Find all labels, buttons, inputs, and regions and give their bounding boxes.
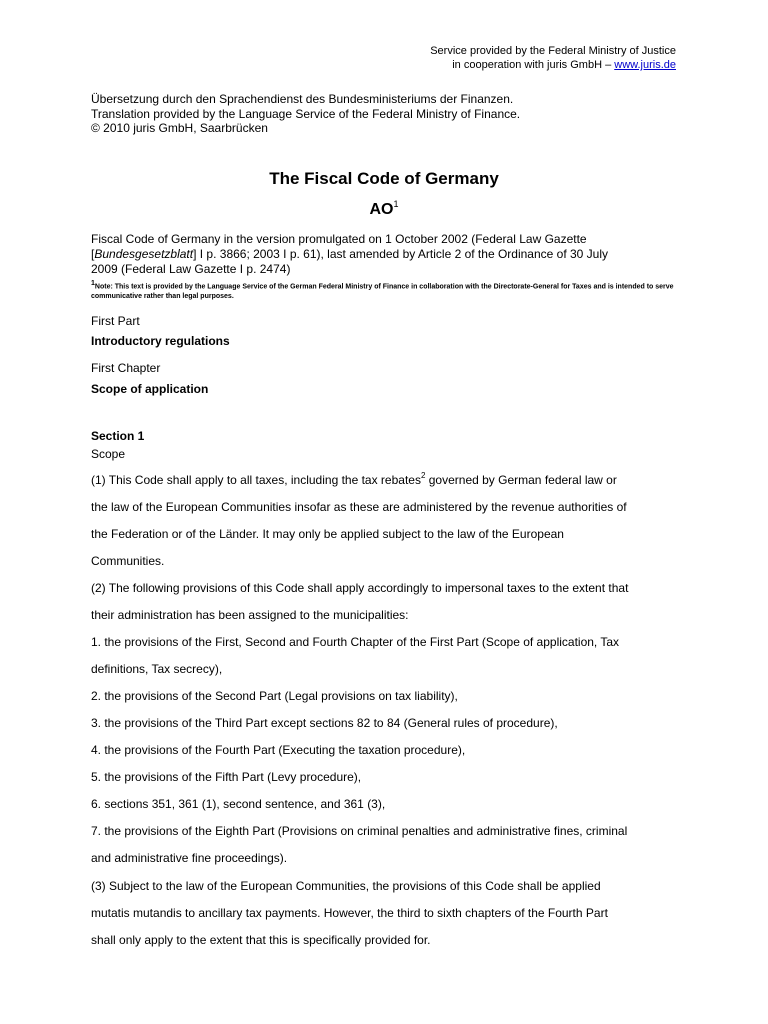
- service-header: [430, 44, 676, 72]
- intro-bracket: [: [91, 247, 95, 261]
- para1-text: (1) This Code shall apply to all taxes, including the tax rebates: [91, 473, 421, 487]
- para1-text: governed by German federal law or: [425, 473, 617, 487]
- footnote-marker: 1: [393, 199, 399, 209]
- part-label: First Part: [91, 314, 140, 328]
- paragraph-line: mutatis mutandis to ancillary tax payments. However, the third to sixth chapters of the Fourth Part: [91, 906, 608, 920]
- paragraph-line: their administration has been assigned to the municipalities:: [91, 608, 409, 622]
- intro-rest: ] I p. 3866; 2003 I p. 61), last amended by Article 2 of the Ordinance of 30 July: [193, 247, 609, 261]
- chapter-label: First Chapter: [91, 361, 161, 375]
- section-title: Scope: [91, 447, 126, 461]
- list-item: definitions, Tax secrecy),: [91, 662, 223, 676]
- promulgation-note: [91, 232, 681, 277]
- document-abbreviation: [0, 201, 768, 219]
- chapter-heading: Scope of application: [91, 382, 209, 396]
- paragraph-line: (3) Subject to the law of the European Communities, the provisions of this Code shall be applied: [91, 879, 601, 893]
- list-item: 2. the provisions of the Second Part (Legal provisions on tax liability),: [91, 689, 458, 703]
- footnote: [91, 279, 681, 302]
- document-title: The Fiscal Code of Germany: [269, 169, 499, 188]
- list-item: 6. sections 351, 361 (1), second sentence, and 361 (3),: [91, 797, 386, 811]
- service-line: Service provided by the Federal Ministry of Justice: [430, 45, 676, 57]
- footnote-mark: 1: [91, 280, 95, 287]
- credit-english: Translation provided by the Language Service of the Federal Ministry of Finance.: [91, 106, 521, 121]
- list-item: 1. the provisions of the First, Second and Fourth Chapter of the First Part (Scope of application, Tax: [91, 635, 620, 649]
- intro-line: 2009 (Federal Law Gazette I p. 2474): [91, 262, 291, 276]
- cooperation-line: [430, 58, 676, 72]
- list-item: and administrative fine proceedings).: [91, 851, 288, 865]
- juris-link[interactable]: www.juris.de: [614, 59, 676, 71]
- list-item: 5. the provisions of the Fifth Part (Levy procedure),: [91, 770, 362, 784]
- list-item: 3. the provisions of the Third Part except sections 82 to 84 (General rules of procedure),: [91, 716, 558, 730]
- paragraph-line: [91, 473, 617, 487]
- section-label: Section 1: [91, 429, 145, 443]
- paragraph-line: the Federation or of the Länder. It may only be applied subject to the law of the European: [91, 527, 564, 541]
- translation-credits: [91, 92, 520, 136]
- footnote-marker: 2: [420, 471, 426, 480]
- list-item: 7. the provisions of the Eighth Part (Provisions on criminal penalties and administrative fines, criminal: [91, 824, 628, 838]
- intro-line: [91, 247, 681, 262]
- list-item: 4. the provisions of the Fourth Part (Executing the taxation procedure),: [91, 743, 466, 757]
- cooperation-text: in cooperation with juris GmbH –: [452, 59, 615, 71]
- intro-line: Fiscal Code of Germany in the version promulgated on 1 October 2002 (Federal Law Gazette: [91, 232, 587, 246]
- paragraph-line: Communities.: [91, 554, 165, 568]
- copyright: © 2010 juris GmbH, Saarbrücken: [91, 121, 268, 135]
- paragraph-line: shall only apply to the extent that this is specifically provided for.: [91, 933, 431, 947]
- part-heading: Introductory regulations: [91, 334, 230, 348]
- credit-german: Übersetzung durch den Sprachendienst des Bundesministeriums der Finanzen.: [91, 92, 514, 106]
- paragraph-line: the law of the European Communities insofar as these are administered by the revenue authorities of: [91, 500, 627, 514]
- abbreviation-text: AO: [369, 201, 394, 218]
- gazette-name: Bundesgesetzblatt: [94, 247, 194, 261]
- footnote-text: Note: This text is provided by the Language Service of the German Federal Ministry of Finance in collaboration with the Directorate-General for Taxes and is intended to serve communicative rather than legal purposes.: [91, 283, 674, 301]
- paragraph-line: (2) The following provisions of this Code shall apply accordingly to impersonal taxes to the extent that: [91, 581, 629, 595]
